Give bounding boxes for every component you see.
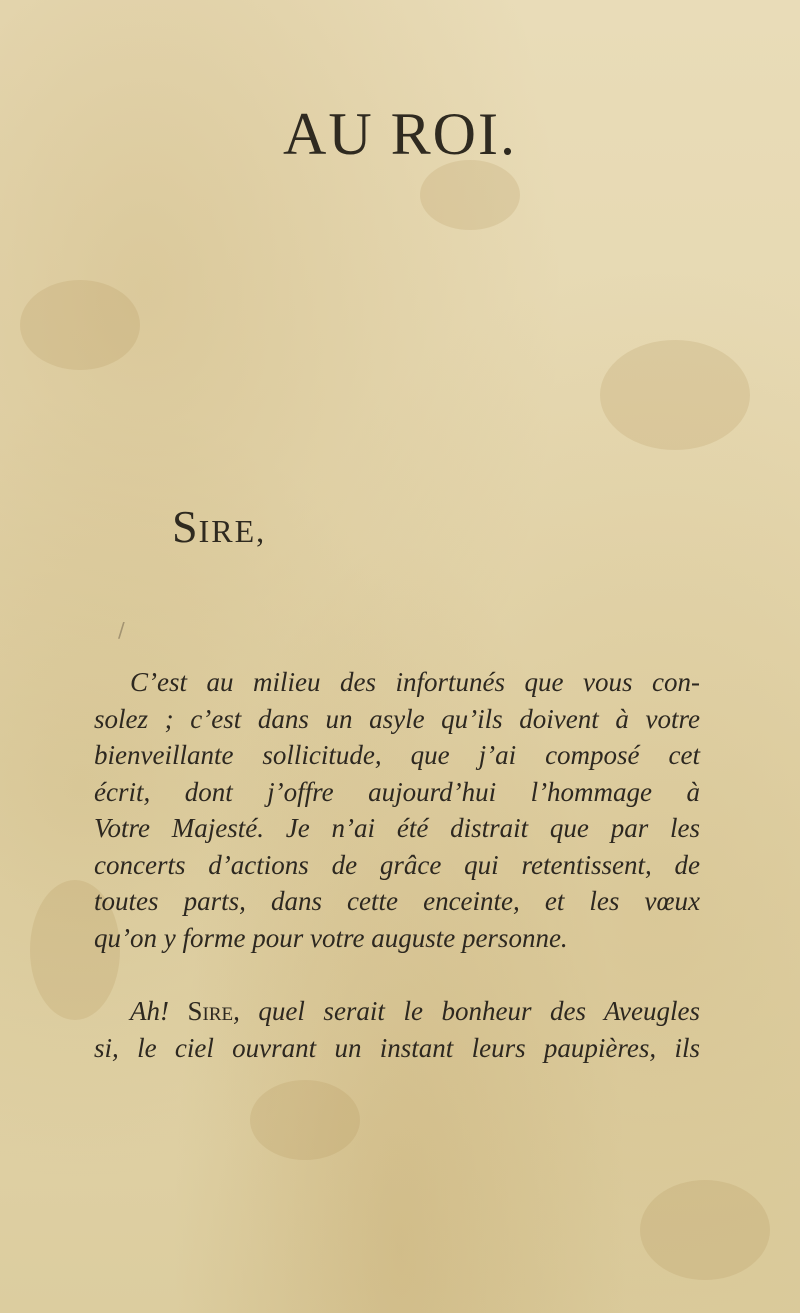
- dedication-paragraph-2: [94, 993, 700, 1066]
- salutation-rest: IRE: [198, 513, 257, 549]
- foxing-spot: [420, 160, 520, 230]
- text-fragment: , quel serait le bonheur des Aveugles: [233, 996, 700, 1026]
- text-line: Votre Majesté. Je n’ai été distrait que par les: [94, 813, 700, 843]
- foxing-spot: [250, 1080, 360, 1160]
- text-line: bienveillante sollicitude, que j’ai composé cet: [94, 740, 700, 770]
- text-line: toutes parts, dans cette enceinte, et les vœux: [94, 886, 700, 916]
- text-line: si, le ciel ouvrant un instant leurs paupières, ils: [94, 1032, 700, 1063]
- text-line: concerts d’actions de grâce qui retentissent, de: [94, 849, 700, 880]
- text-line: solez ; c’est dans un asyle qu’ils doivent à votre: [94, 703, 700, 734]
- salutation-initial: S: [172, 501, 199, 552]
- page-title: AU ROI.: [283, 101, 517, 167]
- exclamation: Ah!: [130, 996, 169, 1026]
- text-line: écrit, dont j’offre aujourd’hui l’hommage à: [94, 776, 700, 807]
- ink-mark: /: [118, 618, 125, 642]
- sire-small-caps: Sire: [187, 996, 234, 1026]
- salutation-punct: ,: [256, 513, 267, 549]
- foxing-spot: [600, 340, 750, 450]
- text-line: qu’on y forme pour votre auguste personne.: [94, 922, 568, 953]
- foxing-spot: [20, 280, 140, 370]
- foxing-spot: [640, 1180, 770, 1280]
- text-line: [94, 993, 700, 1030]
- dedication-paragraph-1: [94, 664, 700, 956]
- text-line: C’est au milieu des infortunés que vous con-: [130, 667, 700, 697]
- salutation: [172, 500, 266, 553]
